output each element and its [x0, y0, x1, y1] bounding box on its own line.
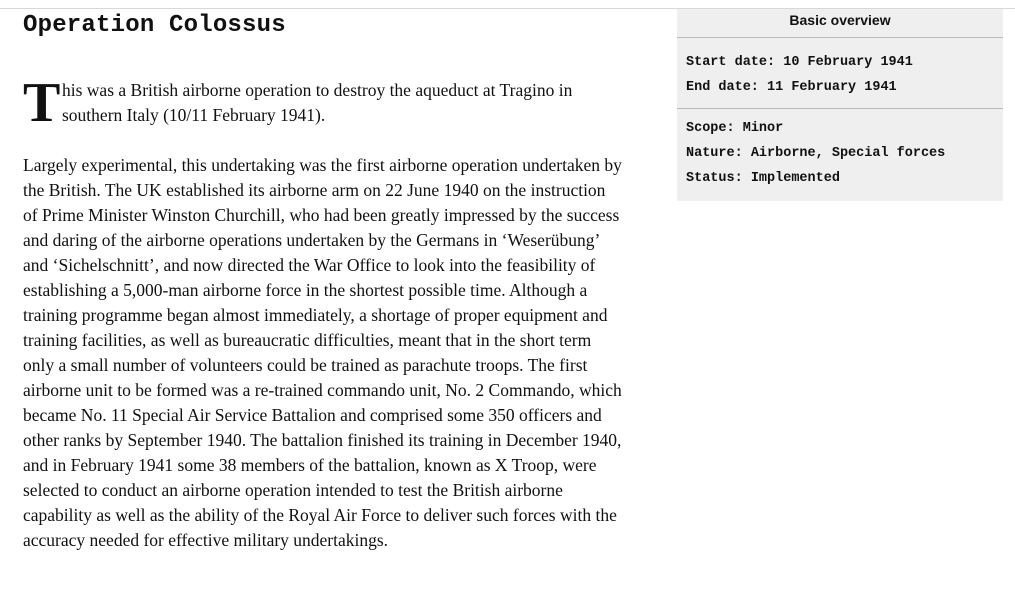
sidebar-heading: Basic overview — [677, 9, 1003, 38]
nature-value: Airborne, Special forces — [750, 146, 946, 161]
status-value: Implemented — [750, 171, 840, 186]
overview-sidebar — [677, 9, 1003, 201]
dates-section — [677, 38, 1003, 108]
end-date-value: 11 February 1941 — [767, 80, 897, 95]
scope-label: Scope: — [686, 121, 735, 136]
start-date-row — [686, 50, 994, 75]
lead-text: his was a British airborne operation to destroy the aqueduct at Tragino in southern Italy (10/11 February 1941). — [62, 80, 573, 125]
status-label: Status: — [686, 171, 743, 186]
status-row — [686, 166, 994, 191]
details-section — [677, 108, 1003, 199]
start-date-label: Start date: — [686, 55, 776, 70]
nature-row — [686, 141, 994, 166]
nature-label: Nature: — [686, 146, 743, 161]
body-paragraph: Largely experimental, this undertaking was the first airborne operation undertaken by the British. The UK established its airborne arm on 22 June 1940 on the instruction of Prime Minister Winston Churchill, who had been greatly impressed by the success and daring of the airborne operations undertaken by the Germans in ‘Weserübung’ and ‘Sichelschnitt’, and now directed the War Office to look into the feasibility of establishing a 5,000-man airborne force in the shortest possible time. Although a training programme began almost immediately, a shortage of proper equipment and training facilities, as well as bureaucratic difficulties, meant that in the short term only a small number of volunteers could be trained as parachute troops. The first airborne unit to be formed was a re-trained commando unit, No. 2 Commando, which became No. 11 Special Air Service Battalion and comprised some 350 officers and other ranks by September 1940. The battalion finished its training in December 1940, and in February 1941 some 38 members of the battalion, known as X Troop, were selected to conduct an airborne operation intended to test the British airborne capability as well as the ability of the Royal Air Force to deliver such forces with the accuracy needed for effective military undertakings. — [23, 155, 622, 550]
start-date-value: 10 February 1941 — [783, 55, 913, 70]
article — [23, 10, 623, 571]
end-date-row — [686, 75, 994, 100]
end-date-label: End date: — [686, 80, 759, 95]
drop-cap: T — [23, 72, 61, 134]
scope-value: Minor — [742, 121, 784, 136]
lead-paragraph — [23, 72, 623, 134]
page-title: Operation Colossus — [23, 12, 286, 39]
scope-row — [686, 116, 994, 141]
